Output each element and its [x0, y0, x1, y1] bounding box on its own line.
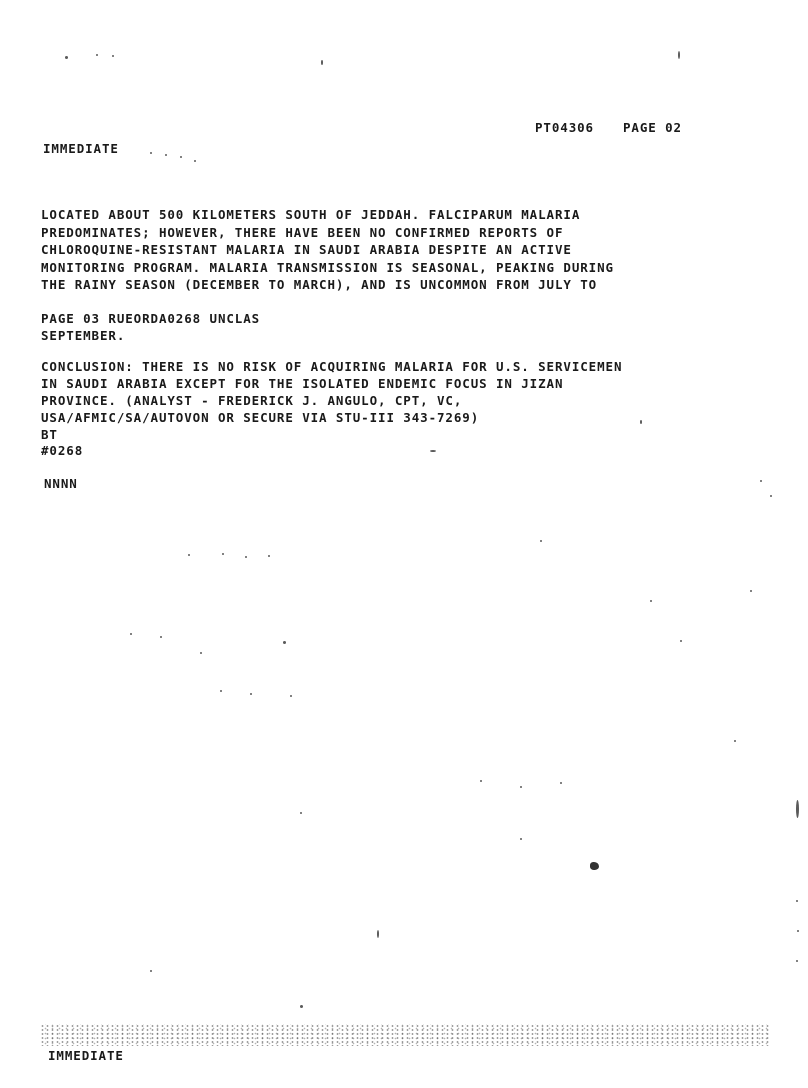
scan-speck [222, 553, 224, 555]
scan-speck [760, 480, 762, 482]
scan-speck [750, 590, 752, 592]
break-marker: BT [41, 427, 58, 442]
scan-speck [188, 554, 190, 556]
message-number: #0268 [41, 443, 84, 458]
scan-speck [734, 740, 736, 742]
conclusion-line: USA/AFMIC/SA/AUTOVON OR SECURE VIA STU-III 343-7269) [41, 410, 480, 425]
scan-speck [377, 930, 379, 938]
scan-speck [96, 54, 98, 56]
scan-speck [165, 154, 167, 156]
scan-speck [480, 780, 482, 782]
scan-speck [640, 420, 642, 424]
body-line: MONITORING PROGRAM. MALARIA TRANSMISSION IS SEASONAL, PEAKING DURING [41, 260, 614, 275]
page-number: PAGE 02 [623, 120, 682, 135]
scan-speck [560, 782, 562, 784]
scan-speck [220, 690, 222, 692]
continuation-text: SEPTEMBER. [41, 328, 126, 343]
scan-speck [520, 786, 522, 788]
scan-speck [300, 1005, 303, 1008]
scan-speck [245, 556, 247, 558]
scan-noise-band [40, 1024, 770, 1046]
scan-speck [300, 812, 302, 814]
page-break-marker: PAGE 03 RUEORDA0268 UNCLAS [41, 311, 261, 326]
scan-speck [540, 540, 542, 542]
body-line: THE RAINY SEASON (DECEMBER TO MARCH), AND IS UNCOMMON FROM JULY TO [41, 277, 598, 292]
conclusion-line: PROVINCE. (ANALYST - FREDERICK J. ANGULO, CPT, VC, [41, 393, 463, 408]
scan-speck [430, 450, 436, 452]
scan-speck [680, 640, 682, 642]
scan-speck [770, 495, 772, 497]
scan-speck [180, 156, 182, 158]
scan-speck [268, 555, 270, 557]
body-line: CHLOROQUINE-RESISTANT MALARIA IN SAUDI ARABIA DESPITE AN ACTIVE [41, 242, 572, 257]
scan-speck [283, 641, 286, 644]
scan-speck [194, 160, 196, 162]
scan-speck [200, 652, 202, 654]
conclusion-line: IN SAUDI ARABIA EXCEPT FOR THE ISOLATED ENDEMIC FOCUS IN JIZAN [41, 376, 564, 391]
document-id: PT04306 [535, 120, 594, 135]
precedence-footer: IMMEDIATE [48, 1048, 124, 1063]
ink-smudge [590, 862, 599, 870]
scan-speck [678, 51, 680, 59]
scan-speck [796, 960, 798, 962]
scan-speck [160, 636, 162, 638]
scan-speck [150, 970, 152, 972]
conclusion-line: CONCLUSION: THERE IS NO RISK OF ACQUIRING MALARIA FOR U.S. SERVICEMEN [41, 359, 623, 374]
end-of-message: NNNN [44, 476, 78, 491]
scan-speck [290, 695, 292, 697]
precedence-header: IMMEDIATE [43, 141, 119, 156]
scan-speck [796, 800, 799, 818]
scan-speck [65, 56, 68, 59]
scan-speck [650, 600, 652, 602]
scan-speck [797, 930, 799, 932]
body-line: LOCATED ABOUT 500 KILOMETERS SOUTH OF JEDDAH. FALCIPARUM MALARIA [41, 207, 581, 222]
scan-speck [250, 693, 252, 695]
scan-speck [520, 838, 522, 840]
scan-speck [321, 60, 323, 65]
scan-speck [130, 633, 132, 635]
body-line: PREDOMINATES; HOWEVER, THERE HAVE BEEN NO CONFIRMED REPORTS OF [41, 225, 564, 240]
scan-speck [796, 900, 798, 902]
scan-speck [150, 152, 152, 154]
scan-speck [112, 55, 114, 57]
